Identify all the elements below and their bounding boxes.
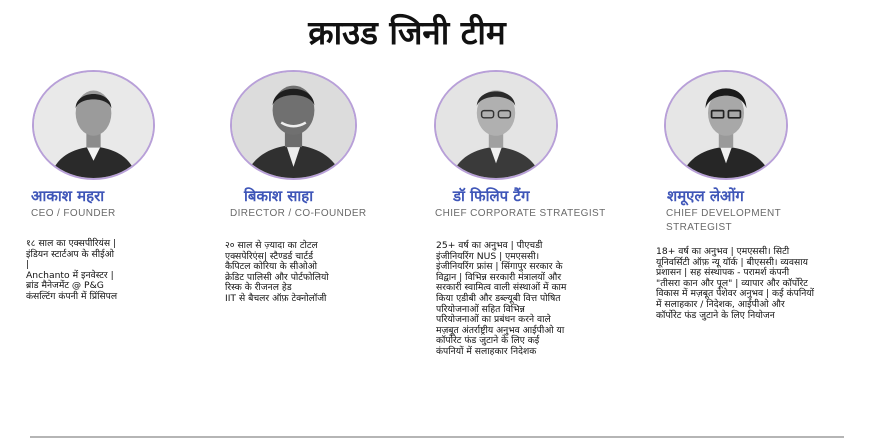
- member-photo-bikash: [230, 70, 357, 180]
- member-name: बिकाश साहा: [244, 187, 314, 205]
- member-photo-akash: [32, 70, 155, 180]
- member-name: आकाश महरा: [31, 187, 105, 205]
- portrait-icon: [436, 72, 556, 178]
- member-bio: १८ साल का एक्सपीरियंस | इंडियन स्टार्टअप के सीईओ | Anchanto में इनवेस्टर | ब्रांड मैनेजमेंट @ P&G कंसल्टिंग कंपनी में प्रिंसिपल: [26, 238, 118, 302]
- page-title: क्राउड जिनी टीम: [308, 13, 506, 52]
- member-bio: 25+ वर्ष का अनुभव | पीएचडी इंजीनियरिंग NUS | एमएससी। इंजीनियरिंग फ्रांस | सिंगापुर सरकार के विद्वान | विभिन्न सरकारी मंत्रालयों और सरकारी स्वामित्व वाली संस्थाओं में काम किया एडीबी और डब्ल्यूबी वित्त पोषित परियोजनाओं सहित विभिन्न परियोजनाओं का प्रबंधन करने वाले मज़बूत अंतर्राष्ट्रीय अनुभव आईपीओ या कॉर्पोरेट फंड जुटाने के लिए कई कंपनियों में सलाहकार निदेशक: [436, 240, 567, 357]
- member-name: शमूएल लेओंग: [667, 187, 744, 205]
- member-role: CEO / FOUNDER: [31, 208, 116, 219]
- member-bio: २० साल से ज़्यादा का टोटल एक्सपेरिएंस| स्टैण्डर्ड चार्टर्ड कैपिटल कोरिया के सीओओ क्रेडिट पालिसी और पोर्टफोलियो रिस्क के रीजनल हेड IIT से बैचलर ऑफ़ टेक्नोलॉजी: [225, 240, 329, 304]
- portrait-icon: [34, 72, 153, 178]
- footer-divider: [30, 436, 844, 438]
- portrait-icon: [666, 72, 786, 178]
- member-role: DIRECTOR / CO-FOUNDER: [230, 208, 367, 219]
- member-name: डॉ फिलिप टैंग: [453, 187, 530, 205]
- member-role: CHIEF DEVELOPMENT STRATEGIST: [666, 208, 782, 233]
- member-photo-philip: [434, 70, 558, 180]
- member-photo-samuel: [664, 70, 788, 180]
- member-bio: 18+ वर्ष का अनुभव | एमएससी। सिटी यूनिवर्सिटी ऑफ़ न्यू यॉर्क | बीएससी। व्यवसाय प्रशासन | सह संस्थापक - परामर्श कंपनी "तीसरा कान और पूल" | व्यापार और कॉर्पोरेट विकास में मज़बूत पेशेवर अनुभव | कई कंपनियों में सलाहकार / निदेशक, आईपीओ और कॉर्पोरेट फंड जुटाने के लिए नियोजन: [656, 246, 815, 321]
- member-role: CHIEF CORPORATE STRATEGIST: [435, 208, 606, 219]
- portrait-icon: [232, 72, 355, 178]
